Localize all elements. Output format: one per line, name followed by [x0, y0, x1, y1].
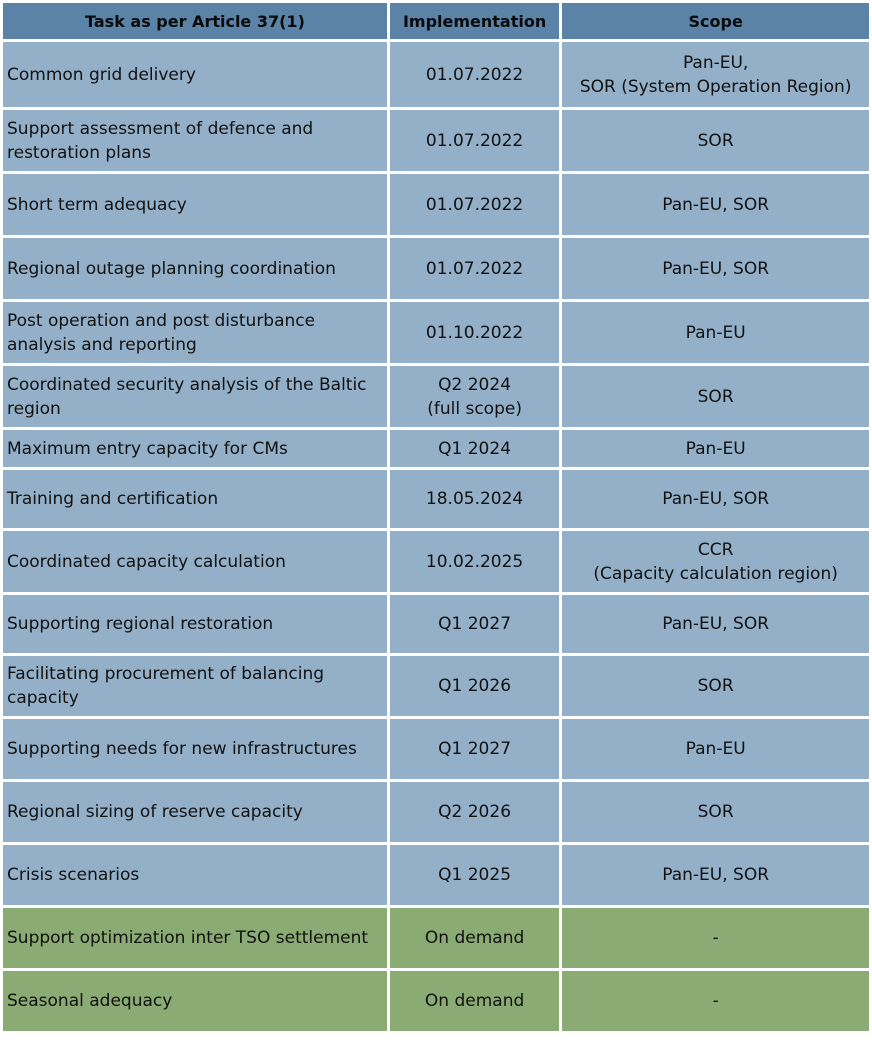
table-row — [3, 656, 869, 716]
implementation-cell: 18.05.2024 — [390, 470, 559, 528]
scope-cell: CCR (Capacity calculation region) — [562, 531, 869, 592]
table-row — [3, 531, 869, 592]
table-row — [3, 595, 869, 653]
task-cell: Maximum entry capacity for CMs — [3, 430, 387, 467]
table-row — [3, 470, 869, 528]
table-row — [3, 782, 869, 842]
task-cell: Common grid delivery — [3, 42, 387, 107]
scope-cell: SOR — [562, 366, 869, 427]
task-cell: Coordinated capacity calculation — [3, 531, 387, 592]
table-row — [3, 42, 869, 107]
scope-cell: - — [562, 971, 869, 1031]
scope-cell: Pan-EU, SOR — [562, 595, 869, 653]
table-row — [3, 971, 869, 1031]
task-cell: Supporting needs for new infrastructures — [3, 719, 387, 779]
task-cell: Supporting regional restoration — [3, 595, 387, 653]
table-row — [3, 908, 869, 968]
implementation-cell: Q2 2024 (full scope) — [390, 366, 559, 427]
implementation-cell: 10.02.2025 — [390, 531, 559, 592]
table-row — [3, 366, 869, 427]
task-cell: Regional outage planning coordination — [3, 238, 387, 299]
header-task: Task as per Article 37(1) — [3, 3, 387, 39]
scope-cell: Pan-EU — [562, 430, 869, 467]
implementation-cell: On demand — [390, 908, 559, 968]
task-cell: Seasonal adequacy — [3, 971, 387, 1031]
header-row — [3, 3, 869, 39]
scope-cell: SOR — [562, 782, 869, 842]
implementation-cell: Q1 2026 — [390, 656, 559, 716]
implementation-cell: Q1 2025 — [390, 845, 559, 905]
implementation-cell: On demand — [390, 971, 559, 1031]
task-cell: Training and certification — [3, 470, 387, 528]
implementation-cell: 01.07.2022 — [390, 110, 559, 171]
task-cell: Support assessment of defence and restoration plans — [3, 110, 387, 171]
table-row — [3, 238, 869, 299]
implementation-cell: Q1 2024 — [390, 430, 559, 467]
implementation-cell: Q1 2027 — [390, 595, 559, 653]
scope-cell: Pan-EU, SOR — [562, 174, 869, 235]
task-cell: Regional sizing of reserve capacity — [3, 782, 387, 842]
table-row — [3, 719, 869, 779]
header-scope: Scope — [562, 3, 869, 39]
table-row — [3, 174, 869, 235]
scope-cell: - — [562, 908, 869, 968]
header-implementation: Implementation — [390, 3, 559, 39]
task-cell: Support optimization inter TSO settlement — [3, 908, 387, 968]
table-row — [3, 430, 869, 467]
implementation-cell: Q2 2026 — [390, 782, 559, 842]
implementation-cell: 01.07.2022 — [390, 238, 559, 299]
task-cell: Facilitating procurement of balancing capacity — [3, 656, 387, 716]
implementation-cell: 01.07.2022 — [390, 42, 559, 107]
scope-cell: Pan-EU — [562, 719, 869, 779]
scope-cell: Pan-EU, SOR — [562, 238, 869, 299]
implementation-cell: 01.10.2022 — [390, 302, 559, 363]
table-row — [3, 110, 869, 171]
scope-cell: Pan-EU, SOR (System Operation Region) — [562, 42, 869, 107]
task-cell: Short term adequacy — [3, 174, 387, 235]
table-row — [3, 845, 869, 905]
task-cell: Post operation and post disturbance analysis and reporting — [3, 302, 387, 363]
scope-cell: SOR — [562, 656, 869, 716]
implementation-cell: 01.07.2022 — [390, 174, 559, 235]
task-cell: Crisis scenarios — [3, 845, 387, 905]
task-cell: Coordinated security analysis of the Baltic region — [3, 366, 387, 427]
scope-cell: Pan-EU, SOR — [562, 470, 869, 528]
scope-cell: SOR — [562, 110, 869, 171]
scope-cell: Pan-EU — [562, 302, 869, 363]
implementation-cell: Q1 2027 — [390, 719, 559, 779]
table-row — [3, 302, 869, 363]
scope-cell: Pan-EU, SOR — [562, 845, 869, 905]
